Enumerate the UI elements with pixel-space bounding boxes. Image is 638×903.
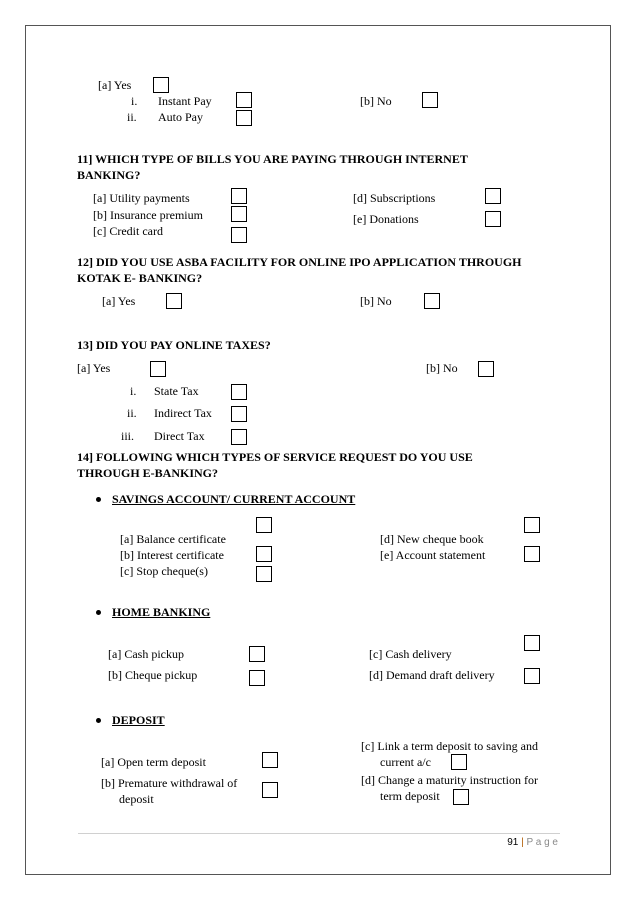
deposit-checkbox-b[interactable]: [262, 782, 278, 798]
q13-no-label: [b] No: [426, 361, 458, 375]
home-option-a: [a] Cash pickup: [108, 647, 184, 661]
home-checkbox-b[interactable]: [249, 670, 265, 686]
savings-heading: SAVINGS ACCOUNT/ CURRENT ACCOUNT: [112, 492, 356, 506]
deposit-option-b-line1: [b] Premature withdrawal of: [101, 776, 238, 790]
q11-checkbox-d[interactable]: [485, 188, 501, 204]
q11-checkbox-e[interactable]: [485, 211, 501, 227]
q10-num-i: i.: [131, 94, 138, 108]
deposit-option-c-line1: [c] Link a term deposit to saving and: [361, 739, 538, 753]
q13-state-checkbox[interactable]: [231, 384, 247, 400]
q13-yes-checkbox[interactable]: [150, 361, 166, 377]
q13-direct-label: Direct Tax: [154, 429, 205, 443]
q11-checkbox-a[interactable]: [231, 188, 247, 204]
savings-option-a: [a] Balance certificate: [120, 532, 226, 546]
savings-bullet: [96, 497, 101, 502]
q10-instant-checkbox[interactable]: [236, 92, 252, 108]
deposit-option-d-line2: term deposit: [380, 789, 440, 803]
deposit-checkbox-d[interactable]: [453, 789, 469, 805]
deposit-bullet: [96, 718, 101, 723]
q13-indirect-checkbox[interactable]: [231, 406, 247, 422]
savings-checkbox-a[interactable]: [256, 517, 272, 533]
q13-yes-label: [a] Yes: [77, 361, 111, 375]
q11-title-line1: 11] WHICH TYPE OF BILLS YOU ARE PAYING THROUGH INTERNET: [77, 152, 468, 166]
deposit-checkbox-a[interactable]: [262, 752, 278, 768]
q10-yes-checkbox[interactable]: [153, 77, 169, 93]
savings-checkbox-e[interactable]: [524, 546, 540, 562]
q10-auto-label: Auto Pay: [158, 110, 203, 124]
q13-indirect-label: Indirect Tax: [154, 406, 212, 420]
q12-yes-checkbox[interactable]: [166, 293, 182, 309]
q11-checkbox-c[interactable]: [231, 227, 247, 243]
q10-num-ii: ii.: [127, 110, 137, 124]
q13-direct-checkbox[interactable]: [231, 429, 247, 445]
deposit-option-a: [a] Open term deposit: [101, 755, 206, 769]
q11-option-a: [a] Utility payments: [93, 191, 190, 205]
q12-yes-label: [a] Yes: [102, 294, 136, 308]
deposit-option-c-line2: current a/c: [380, 755, 431, 769]
deposit-option-b-line2: deposit: [119, 792, 154, 806]
home-option-b: [b] Cheque pickup: [108, 668, 198, 682]
home-checkbox-a[interactable]: [249, 646, 265, 662]
home-checkbox-d[interactable]: [524, 668, 540, 684]
q13-num-i: i.: [130, 384, 137, 398]
q14-title-line1: 14] FOLLOWING WHICH TYPES OF SERVICE REQUEST DO YOU USE: [77, 450, 473, 464]
q11-option-c: [c] Credit card: [93, 224, 163, 238]
q13-num-ii: ii.: [127, 406, 137, 420]
q12-no-label: [b] No: [360, 294, 392, 308]
deposit-checkbox-c[interactable]: [451, 754, 467, 770]
q14-title-line2: THROUGH E-BANKING?: [77, 466, 219, 480]
deposit-option-d-line1: [d] Change a maturity instruction for: [361, 773, 538, 787]
savings-option-c: [c] Stop cheque(s): [120, 564, 208, 578]
q13-num-iii: iii.: [121, 429, 135, 443]
savings-checkbox-d[interactable]: [524, 517, 540, 533]
q10-instant-label: Instant Pay: [158, 94, 212, 108]
footer-separator: |: [521, 837, 524, 848]
footer-rule: [78, 833, 560, 834]
q12-title-line1: 12] DID YOU USE ASBA FACILITY FOR ONLINE IPO APPLICATION THROUGH: [77, 255, 522, 269]
q11-title-line2: BANKING?: [77, 168, 141, 182]
q11-option-b: [b] Insurance premium: [93, 208, 203, 222]
q13-no-checkbox[interactable]: [478, 361, 494, 377]
page-footer: [507, 837, 558, 848]
savings-checkbox-c[interactable]: [256, 566, 272, 582]
q11-option-d: [d] Subscriptions: [353, 191, 436, 205]
q11-option-e: [e] Donations: [353, 212, 419, 226]
q10-no-checkbox[interactable]: [422, 92, 438, 108]
home-bullet: [96, 610, 101, 615]
savings-checkbox-b[interactable]: [256, 546, 272, 562]
q10-auto-checkbox[interactable]: [236, 110, 252, 126]
home-option-d: [d] Demand draft delivery: [369, 668, 495, 682]
q10-yes-label: [a] Yes: [98, 78, 132, 92]
q13-state-label: State Tax: [154, 384, 199, 398]
savings-option-b: [b] Interest certificate: [120, 548, 224, 562]
deposit-heading: DEPOSIT: [112, 713, 165, 727]
home-checkbox-c[interactable]: [524, 635, 540, 651]
q13-title: 13] DID YOU PAY ONLINE TAXES?: [77, 338, 271, 352]
q10-no-label: [b] No: [360, 94, 392, 108]
q12-no-checkbox[interactable]: [424, 293, 440, 309]
savings-option-e: [e] Account statement: [380, 548, 486, 562]
q12-title-line2: KOTAK E- BANKING?: [77, 271, 203, 285]
savings-option-d: [d] New cheque book: [380, 532, 484, 546]
home-option-c: [c] Cash delivery: [369, 647, 452, 661]
page-label: P a g e: [526, 837, 558, 848]
home-heading: HOME BANKING: [112, 605, 211, 619]
page-number: 91: [507, 837, 519, 848]
q11-checkbox-b[interactable]: [231, 206, 247, 222]
